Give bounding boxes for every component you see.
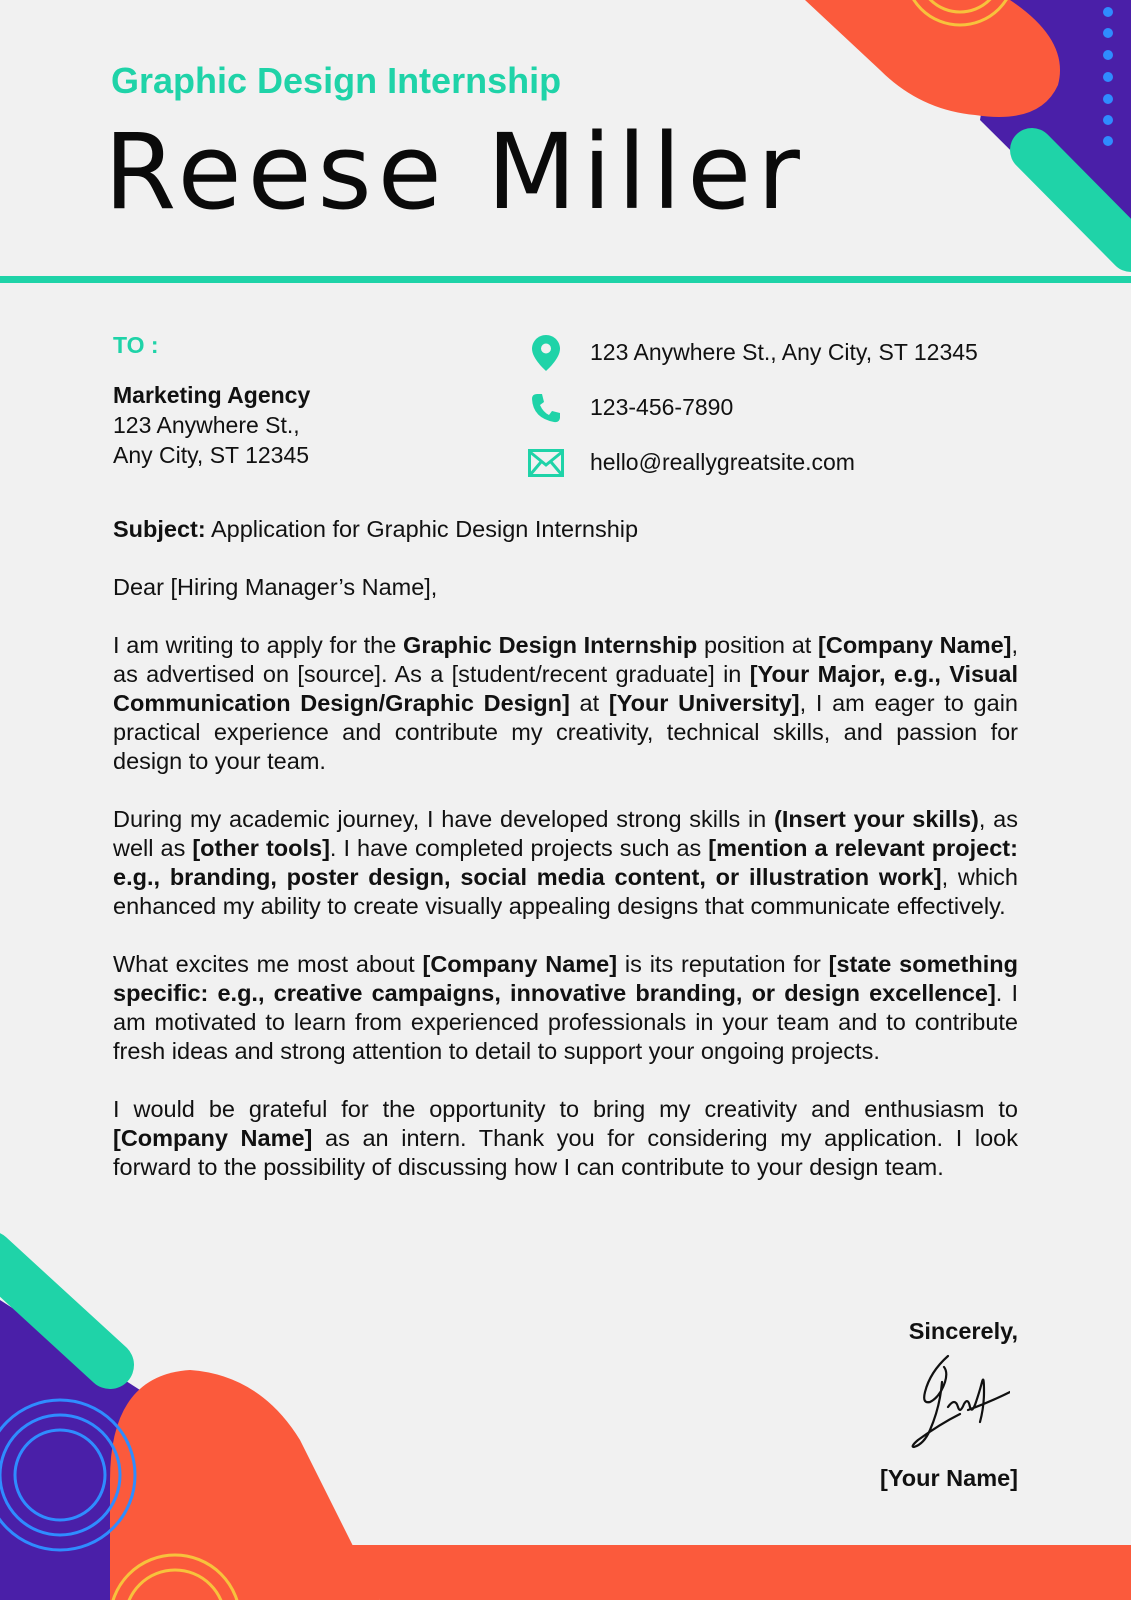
subject-text: Application for Graphic Design Internship xyxy=(205,516,639,542)
paragraph-3 xyxy=(113,950,1018,1066)
bold-run: [mention a relevant project: e.g., branding, poster design, social media content, or illustration work] xyxy=(113,835,1018,890)
envelope-icon xyxy=(526,443,566,483)
text-run: . I am motivated to learn from experienced professionals in your team and to contribute fresh ideas and strong attention to detail to support your ongoing projects. xyxy=(113,980,1018,1064)
contact-info xyxy=(526,325,978,490)
recipient-block xyxy=(113,330,310,470)
contact-email[interactable]: hello@reallygreatsite.com xyxy=(590,449,855,475)
bold-run: [other tools] xyxy=(192,835,330,861)
text-run: I would be grateful for the opportunity to bring my creativity and enthusiasm to xyxy=(113,1096,1018,1122)
salutation: Dear [Hiring Manager’s Name], xyxy=(113,574,438,600)
contact-email-row xyxy=(526,435,978,490)
text-run: is its reputation for xyxy=(617,951,829,977)
text-run: , which enhanced my ability to create visually appealing designs that communicate effectively. xyxy=(113,864,1018,919)
bold-run: [Company Name] xyxy=(818,632,1012,658)
location-pin-icon xyxy=(526,333,566,373)
position-title: Graphic Design Internship xyxy=(111,60,562,101)
to-label: TO : xyxy=(113,332,159,358)
text-run: , as well as xyxy=(113,806,1018,861)
text-run: , as advertised on [source]. As a [student/recent graduate] in xyxy=(113,632,1019,687)
header-divider xyxy=(0,276,1131,283)
recipient-address-line1: 123 Anywhere St., xyxy=(113,412,300,438)
text-run: position at xyxy=(697,632,819,658)
text-run: I am writing to apply for the xyxy=(113,632,404,658)
applicant-name: Reese Miller xyxy=(104,111,806,233)
letter-body xyxy=(113,515,1018,1211)
signer-name: [Your Name] xyxy=(880,1465,1018,1491)
contact-phone-row xyxy=(526,380,978,435)
paragraph-2 xyxy=(113,805,1018,921)
paragraph-4 xyxy=(113,1095,1018,1182)
bold-run: [Company Name] xyxy=(422,951,618,977)
recipient-address-line2: Any City, ST 12345 xyxy=(113,442,310,468)
contact-address: 123 Anywhere St., Any City, ST 12345 xyxy=(590,339,978,365)
recipient-organization: Marketing Agency xyxy=(113,382,311,408)
phone-icon xyxy=(526,388,566,428)
text-run: at xyxy=(569,690,609,716)
contact-address-row xyxy=(526,325,978,380)
closing: Sincerely, xyxy=(908,1318,1018,1344)
subject-line xyxy=(113,515,1018,544)
paragraph-1 xyxy=(113,631,1018,776)
subject-label: Subject: xyxy=(113,516,206,542)
bold-run: [Company Name] xyxy=(113,1125,313,1151)
bold-run: (Insert your skills) xyxy=(774,806,979,832)
bold-run: [Your Major, e.g., Visual Communication Design/Graphic Design] xyxy=(113,661,1018,716)
text-run: , I am eager to gain practical experience and contribute my creativity, technical skills, and passion for design to your team. xyxy=(113,690,1018,774)
contact-phone[interactable]: 123-456-7890 xyxy=(590,394,734,420)
bold-run: Graphic Design Internship xyxy=(403,632,698,658)
bold-run: [state something specific: e.g., creative campaigns, innovative branding, or design excellence] xyxy=(113,951,1018,1006)
bold-run: [Your University] xyxy=(608,690,800,716)
signature-image xyxy=(900,1352,1010,1457)
text-run: as an intern. Thank you for considering my application. I look forward to the possibility of discussing how I can contribute to your design team. xyxy=(113,1125,1018,1180)
text-run: . I have completed projects such as xyxy=(329,835,709,861)
text-run: What excites me most about xyxy=(113,951,423,977)
text-run: During my academic journey, I have developed strong skills in xyxy=(113,806,774,832)
